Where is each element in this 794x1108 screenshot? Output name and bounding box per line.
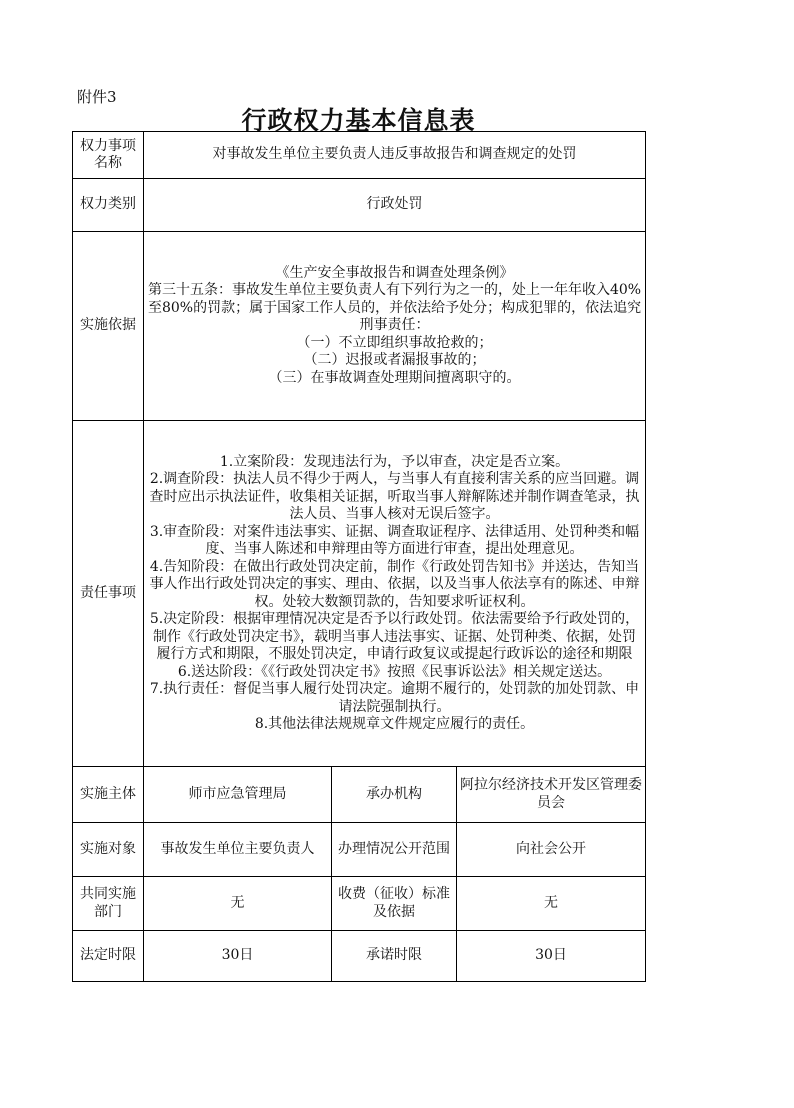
row-category: [73, 179, 646, 232]
row-target: [73, 823, 646, 877]
row-basis: [73, 232, 646, 421]
label-disclosure-scope: 办理情况公开范围: [332, 823, 457, 877]
label-duty: 责任事项: [73, 421, 144, 767]
value-joint-dept: 无: [144, 877, 332, 931]
value-basis: [144, 232, 646, 421]
basis-line: （一）不立即组织事故抢救的；: [296, 334, 493, 351]
duty-line: 5.决定阶段：根据审理情况决定是否予以行政处罚。依法需要给予行政处罚的，制作《行政处罚决定书》，载明当事人违法事实、证据、处罚种类、依据，处罚履行方式和期限，不服处罚决定，申请行政复议或提起行政诉讼的途径和期限: [149, 611, 640, 662]
duty-line: 2.调查阶段：执法人员不得少于两人，与当事人有直接利害关系的应当回避。调查时应出示执法证件，收集相关证据，听取当事人辩解陈述并制作调查笔录，执法人员、当事人核对无误后签字。: [149, 471, 640, 522]
basis-line: （三）在事故调查处理期间擅离职守的。: [268, 369, 521, 386]
label-category: 权力类别: [73, 179, 144, 232]
label-item-name: 权力事项名称: [73, 132, 144, 179]
duty-line: 7.执行责任：督促当事人履行处罚决定。逾期不履行的，处罚款的加处罚款、申请法院强制执行。: [149, 681, 640, 715]
row-implementer: [73, 767, 646, 823]
label-basis: 实施依据: [73, 232, 144, 421]
basis-line: （二）迟报或者漏报事故的；: [303, 352, 486, 369]
value-handling-org: 阿拉尔经济技术开发区管理委员会: [457, 767, 646, 823]
value-promised-deadline: 30日: [457, 931, 646, 982]
duty-line: 6.送达阶段：《《行政处罚决定书》按照《民事诉讼法》相关规定送达。: [177, 663, 612, 680]
row-deadline: [73, 931, 646, 982]
label-handling-org: 承办机构: [332, 767, 457, 823]
basis-line: 第三十五条：事故发生单位主要负责人有下列行为之一的，处上一年年收入40%至80%的罚款；属于国家工作人员的，并依法给予处分；构成犯罪的，依法追究刑事责任：: [147, 282, 642, 334]
row-duty: [73, 421, 646, 767]
value-fee-standard: 无: [457, 877, 646, 931]
value-legal-deadline: 30日: [144, 931, 332, 982]
row-item-name: [73, 132, 646, 179]
label-implementer: 实施主体: [73, 767, 144, 823]
label-fee-standard: 收费（征收）标准及依据: [332, 877, 457, 931]
value-implementer: 师市应急管理局: [144, 767, 332, 823]
info-table: [72, 131, 646, 982]
row-joint: [73, 877, 646, 931]
label-promised-deadline: 承诺时限: [332, 931, 457, 982]
duty-line: 8.其他法律法规规章文件规定应履行的责任。: [254, 716, 535, 732]
label-joint-dept: 共同实施部门: [73, 877, 144, 931]
attachment-label: 附件3: [77, 88, 117, 106]
value-target: 事故发生单位主要负责人: [144, 823, 332, 877]
label-legal-deadline: 法定时限: [73, 931, 144, 982]
value-category: 行政处罚: [144, 179, 646, 232]
duty-line: 4.告知阶段：在做出行政处罚决定前，制作《行政处罚告知书》并送达，告知当事人作出行政处罚决定的事实、理由、依据，以及当事人依法享有的陈述、申辩权。处较大数额罚款的，告知要求听证权利。: [149, 558, 640, 610]
value-duty: [144, 421, 646, 767]
value-disclosure-scope: 向社会公开: [457, 823, 646, 877]
basis-line: 《生产安全事故报告和调查处理条例》: [275, 264, 514, 281]
value-item-name: 对事故发生单位主要负责人违反事故报告和调查规定的处罚: [144, 132, 646, 179]
label-target: 实施对象: [73, 823, 144, 877]
duty-line: 3.审查阶段：对案件违法事实、证据、调查取证程序、法律适用、处罚种类和幅度、当事人陈述和申辩理由等方面进行审查，提出处理意见。: [149, 523, 640, 557]
duty-line: 1.立案阶段：发现违法行为，予以审查，决定是否立案。: [219, 453, 570, 470]
page-title: 行政权力基本信息表: [241, 106, 476, 135]
